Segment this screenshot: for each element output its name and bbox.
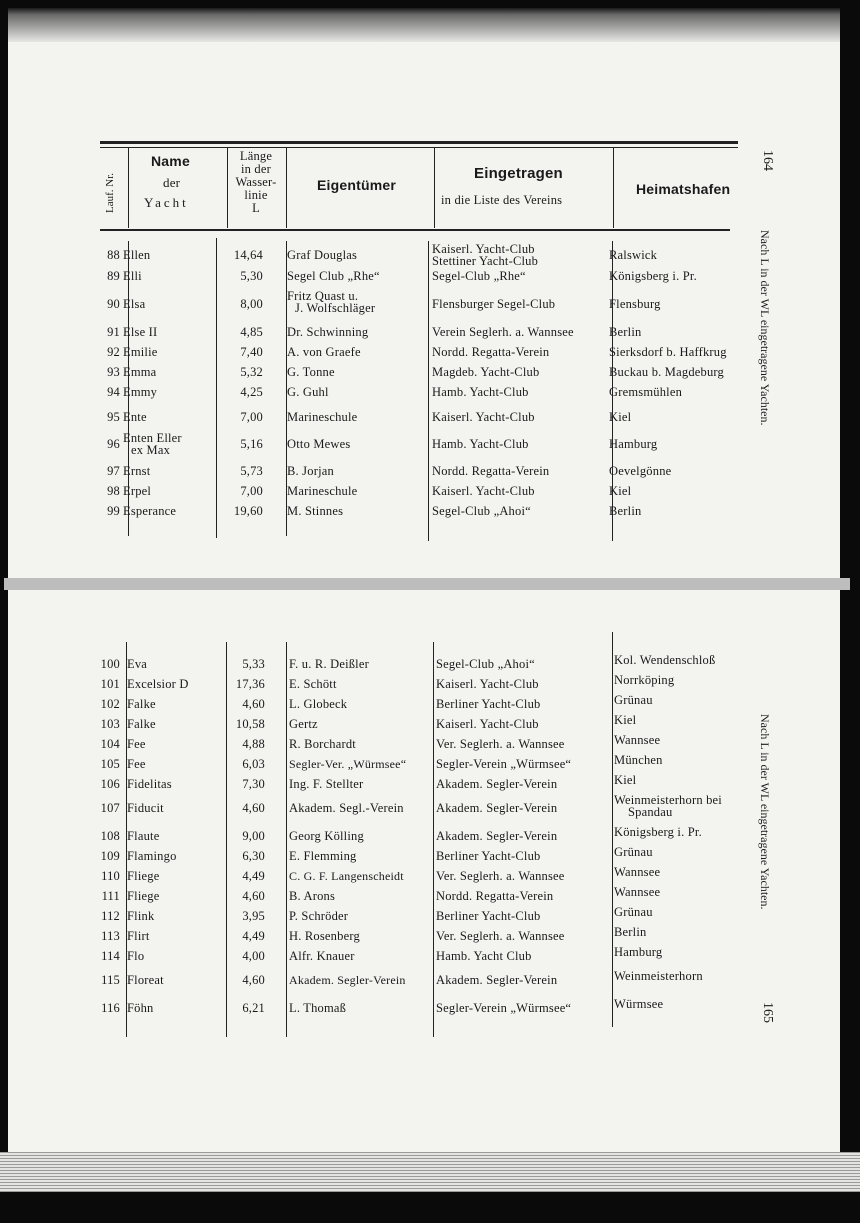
club: Kaiserl. Yacht-Club xyxy=(432,242,535,256)
club: Kaiserl. Yacht-Club xyxy=(436,677,539,691)
owner-line2: J. Wolfschläger xyxy=(295,301,376,315)
row-number: 112 xyxy=(101,909,120,923)
club: Ver. Seglerh. a. Wannsee xyxy=(436,869,565,883)
length-value: 7,00 xyxy=(240,410,263,424)
row-number: 98 xyxy=(107,484,120,498)
column-rule xyxy=(428,241,429,541)
header-eingetragen-sub: in die Liste des Vereins xyxy=(441,193,563,207)
header-laenge-1: Länge xyxy=(239,149,273,163)
club: Kaiserl. Yacht-Club xyxy=(432,484,535,498)
owner: L. Thomaß xyxy=(289,1001,347,1015)
row-number: 107 xyxy=(100,801,120,815)
page-gap-shadow xyxy=(4,578,850,590)
club: Akadem. Segler-Verein xyxy=(436,777,558,791)
column-rule xyxy=(286,148,287,228)
home-port: Kiel xyxy=(609,410,632,424)
header-lauf-nr: Lauf. Nr. xyxy=(104,172,116,213)
home-port: Grünau xyxy=(614,905,653,919)
owner: Marineschule xyxy=(287,484,358,498)
row-number: 91 xyxy=(107,325,120,339)
page-164 xyxy=(8,8,840,586)
row-number: 111 xyxy=(101,889,120,903)
length-value: 4,00 xyxy=(242,949,265,963)
club: Segler-Verein „Würmsee“ xyxy=(436,1001,572,1015)
owner: Dr. Schwinning xyxy=(287,325,369,339)
header-laenge-4: linie xyxy=(244,188,268,202)
home-port: Kiel xyxy=(614,713,637,727)
home-port: Wannsee xyxy=(614,885,661,899)
column-rule xyxy=(286,642,287,1037)
yacht-name: Flo xyxy=(127,949,145,963)
length-value: 5,16 xyxy=(240,437,263,451)
yacht-name: Emilie xyxy=(123,345,158,359)
row-number: 113 xyxy=(101,929,120,943)
club: Ver. Seglerh. a. Wannsee xyxy=(436,737,565,751)
home-port: Oevelgönne xyxy=(609,464,672,478)
owner: Ing. F. Stellter xyxy=(289,777,364,791)
header-name: Name xyxy=(151,153,190,169)
length-value: 9,00 xyxy=(242,829,265,843)
header-laenge-5: L xyxy=(252,201,260,215)
row-number: 90 xyxy=(107,297,120,311)
home-port: Wannsee xyxy=(614,865,661,879)
yacht-name: Emma xyxy=(123,365,157,379)
page-stack-edges xyxy=(0,1152,860,1192)
home-port: Hamburg xyxy=(614,945,663,959)
yacht-name: Floreat xyxy=(127,973,164,987)
length-value: 14,64 xyxy=(233,248,263,262)
page-edge-shadow xyxy=(8,8,840,42)
owner: C. G. F. Langenscheidt xyxy=(289,869,404,883)
yacht-name: Elsa xyxy=(123,297,146,311)
row-number: 104 xyxy=(100,737,120,751)
yacht-name: Esperance xyxy=(123,504,177,518)
yacht-name: Else II xyxy=(123,325,158,339)
owner: L. Globeck xyxy=(289,697,348,711)
row-number: 94 xyxy=(107,385,120,399)
row-number: 109 xyxy=(100,849,120,863)
owner: Segel Club „Rhe“ xyxy=(287,269,380,283)
club: Kaiserl. Yacht-Club xyxy=(436,717,539,731)
club: Hamb. Yacht-Club xyxy=(432,437,529,451)
home-port: Norrköping xyxy=(614,673,675,687)
row-number: 114 xyxy=(101,949,120,963)
column-rule xyxy=(434,148,435,228)
length-value: 7,00 xyxy=(240,484,263,498)
home-port: Königsberg i. Pr. xyxy=(609,269,697,283)
yacht-name: Enten Eller xyxy=(123,431,182,445)
home-port: Kiel xyxy=(609,484,632,498)
length-value: 4,49 xyxy=(242,929,265,943)
yacht-name: Eva xyxy=(127,657,148,671)
length-value: 17,36 xyxy=(235,677,265,691)
home-port: Wannsee xyxy=(614,733,661,747)
owner: Georg Kölling xyxy=(289,829,364,843)
club: Hamb. Yacht-Club xyxy=(432,385,529,399)
yacht-name: Föhn xyxy=(127,1001,154,1015)
home-port: Sierksdorf b. Haffkrug xyxy=(609,345,727,359)
owner: R. Borchardt xyxy=(289,737,356,751)
yacht-name: Flink xyxy=(127,909,155,923)
home-port: Berlin xyxy=(614,925,647,939)
owner: B. Arons xyxy=(289,889,336,903)
row-number: 95 xyxy=(107,410,120,424)
yacht-name: Flamingo xyxy=(127,849,177,863)
club: Nordd. Regatta-Verein xyxy=(432,464,550,478)
home-port: Königsberg i. Pr. xyxy=(614,825,702,839)
home-port: Berlin xyxy=(609,504,642,518)
club: Berliner Yacht-Club xyxy=(436,697,541,711)
club: Segel-Club „Ahoi“ xyxy=(432,504,531,518)
owner: A. von Graefe xyxy=(287,345,361,359)
header-laenge-2: in der xyxy=(240,162,271,176)
length-value: 6,21 xyxy=(242,1001,265,1015)
header-eingetragen: Eingetragen xyxy=(474,165,563,182)
owner: F. u. R. Deißler xyxy=(289,657,369,671)
owner: Gertz xyxy=(289,717,318,731)
yacht-name: Fidelitas xyxy=(127,777,172,791)
header-name-der: der xyxy=(163,175,181,190)
club: Akadem. Segler-Verein xyxy=(436,973,558,987)
owner: P. Schröder xyxy=(289,909,349,923)
yacht-name: Ernst xyxy=(123,464,151,478)
owner: G. Tonne xyxy=(287,365,335,379)
length-value: 8,00 xyxy=(240,297,263,311)
yacht-name: Fliege xyxy=(127,869,160,883)
club: Akadem. Segler-Verein xyxy=(436,829,558,843)
home-port: Kol. Wendenschloß xyxy=(614,653,716,667)
row-number: 102 xyxy=(100,697,120,711)
length-value: 5,33 xyxy=(242,657,265,671)
row-number: 110 xyxy=(101,869,120,883)
home-port: Kiel xyxy=(614,773,637,787)
owner: Alfr. Knauer xyxy=(289,949,355,963)
club: Segel-Club „Ahoi“ xyxy=(436,657,535,671)
column-rule xyxy=(613,148,614,228)
yacht-name: Erpel xyxy=(123,484,152,498)
yacht-name: Flaute xyxy=(127,829,160,843)
yacht-name: Ellen xyxy=(123,248,151,262)
page-number: 164 xyxy=(760,150,775,171)
length-value: 4,60 xyxy=(242,889,265,903)
row-number: 97 xyxy=(107,464,120,478)
home-port: Ralswick xyxy=(609,248,658,262)
home-port: Berlin xyxy=(609,325,642,339)
length-value: 4,60 xyxy=(242,973,265,987)
club: Hamb. Yacht Club xyxy=(436,949,532,963)
length-value: 3,95 xyxy=(242,909,265,923)
page-number: 165 xyxy=(760,1002,775,1023)
owner: B. Jorjan xyxy=(287,464,334,478)
home-port: Flensburg xyxy=(609,297,661,311)
running-head: Nach L in der WL eingetragene Yachten. xyxy=(758,230,772,426)
club: Ver. Seglerh. a. Wannsee xyxy=(436,929,565,943)
home-port: Grünau xyxy=(614,845,653,859)
owner: Akadem. Segler-Verein xyxy=(289,973,406,987)
yacht-name: Falke xyxy=(127,717,156,731)
length-value: 19,60 xyxy=(233,504,263,518)
row-number: 115 xyxy=(101,973,120,987)
club: Verein Seglerh. a. Wannsee xyxy=(432,325,574,339)
yacht-name: Fee xyxy=(127,737,146,751)
owner: Fritz Quast u. xyxy=(287,289,359,303)
length-value: 4,88 xyxy=(242,737,265,751)
header-rule-top xyxy=(100,141,738,144)
club: Magdeb. Yacht-Club xyxy=(432,365,540,379)
row-number: 105 xyxy=(100,757,120,771)
yacht-name: Fee xyxy=(127,757,146,771)
yacht-name: Flirt xyxy=(127,929,150,943)
home-port: Weinmeisterhorn bei xyxy=(614,793,722,807)
home-port: München xyxy=(614,753,663,767)
header-laenge-3: Wasser- xyxy=(235,175,277,189)
row-number: 100 xyxy=(100,657,120,671)
owner: Akadem. Segl.-Verein xyxy=(289,801,404,815)
owner: Graf Douglas xyxy=(287,248,358,262)
row-number: 92 xyxy=(107,345,120,359)
length-value: 5,32 xyxy=(240,365,263,379)
length-value: 5,30 xyxy=(240,269,263,283)
header-rule-thin xyxy=(100,147,738,148)
home-port: Grünau xyxy=(614,693,653,707)
row-number: 88 xyxy=(107,248,120,262)
row-number: 106 xyxy=(100,777,120,791)
club-line2: Stettiner Yacht-Club xyxy=(432,254,539,268)
row-number: 89 xyxy=(107,269,120,283)
yacht-name: Elli xyxy=(123,269,142,283)
row-number: 103 xyxy=(100,717,120,731)
length-value: 4,60 xyxy=(242,697,265,711)
row-number: 108 xyxy=(100,829,120,843)
column-rule xyxy=(433,642,434,1037)
length-value: 7,30 xyxy=(242,777,265,791)
club: Nordd. Regatta-Verein xyxy=(432,345,550,359)
page-165 xyxy=(8,590,840,1152)
row-number: 96 xyxy=(107,437,120,451)
club: Berliner Yacht-Club xyxy=(436,849,541,863)
club: Nordd. Regatta-Verein xyxy=(436,889,554,903)
length-value: 4,49 xyxy=(242,869,265,883)
row-number: 116 xyxy=(101,1001,120,1015)
length-value: 6,03 xyxy=(242,757,265,771)
owner: E. Flemming xyxy=(289,849,357,863)
header-rule-bottom xyxy=(100,229,730,231)
length-value: 4,60 xyxy=(242,801,265,815)
home-port-line2: Spandau xyxy=(628,805,673,819)
club: Segel-Club „Rhe“ xyxy=(432,269,526,283)
club: Akadem. Segler-Verein xyxy=(436,801,558,815)
running-head: Nach L in der WL eingetragene Yachten. xyxy=(758,714,772,910)
yacht-name: Fliege xyxy=(127,889,160,903)
yacht-name: Ente xyxy=(123,410,147,424)
owner: M. Stinnes xyxy=(287,504,344,518)
club: Kaiserl. Yacht-Club xyxy=(432,410,535,424)
yacht-name: Excelsior D xyxy=(127,677,189,691)
owner: E. Schött xyxy=(289,677,337,691)
header-name-yacht: Yacht xyxy=(144,195,189,210)
length-value: 6,30 xyxy=(242,849,265,863)
club: Berliner Yacht-Club xyxy=(436,909,541,923)
length-value: 4,85 xyxy=(240,325,263,339)
length-value: 5,73 xyxy=(240,464,263,478)
length-value: 7,40 xyxy=(240,345,263,359)
owner: G. Guhl xyxy=(287,385,329,399)
home-port: Buckau b. Magdeburg xyxy=(609,365,725,379)
home-port: Gremsmühlen xyxy=(609,385,683,399)
yacht-name: Fiducit xyxy=(127,801,164,815)
home-port: Würmsee xyxy=(614,997,664,1011)
club: Flensburger Segel-Club xyxy=(432,297,556,311)
home-port: Weinmeisterhorn xyxy=(614,969,703,983)
club: Segler-Verein „Würmsee“ xyxy=(436,757,572,771)
column-rule xyxy=(128,148,129,228)
home-port: Hamburg xyxy=(609,437,658,451)
header-eigentuemer: Eigentümer xyxy=(317,177,397,193)
row-number: 101 xyxy=(100,677,120,691)
owner: H. Rosenberg xyxy=(289,929,360,943)
yacht-name-line2: ex Max xyxy=(131,443,171,457)
row-number: 99 xyxy=(107,504,120,518)
owner: Otto Mewes xyxy=(287,437,351,451)
header-heimatshafen: Heimatshafen xyxy=(636,181,731,197)
row-number: 93 xyxy=(107,365,120,379)
yacht-name: Emmy xyxy=(123,385,158,399)
length-value: 10,58 xyxy=(235,717,265,731)
length-value: 4,25 xyxy=(240,385,263,399)
yacht-name: Falke xyxy=(127,697,156,711)
owner: Segler-Ver. „Würmsee“ xyxy=(289,757,407,771)
owner: Marineschule xyxy=(287,410,358,424)
